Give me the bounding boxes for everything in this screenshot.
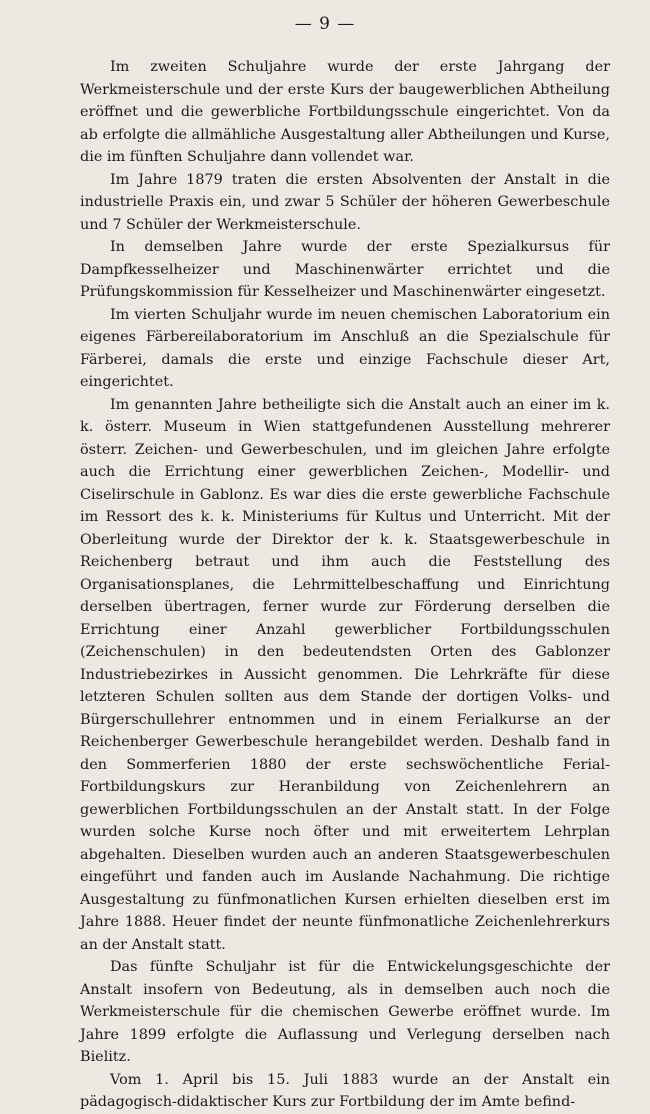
paragraph-2: Im Jahre 1879 traten die ersten Absolventen der Anstalt in die industrielle Praxis ein, und zwar 5 Schüler der höheren Gewerbeschule und 7 Schüler der Werkmeisterschule.	[80, 171, 610, 233]
paragraph-7: Vom 1. April bis 15. Juli 1883 wurde an der Anstalt ein pädagogisch-didaktischer Kurs zur Fortbildung der im Amte befind-	[80, 1071, 610, 1110]
paragraph-5: Im genannten Jahre betheiligte sich die Anstalt auch an einer im k. k. österr. Museum in Wien stattgefundenen Ausstellung mehrerer österr. Zeichen- und Gewerbeschulen, und im gleichen Jahre erfolgte auch die Errichtung einer gewerblichen Zeichen-, Modellir- und Ciselirschule in Gablonz. Es war dies die erste gewerbliche Fachschule im Ressort des k. k. Ministeriums für Kultus und Unterricht. Mit der Oberleitung wurde der Direktor der k. k. Staatsgewerbeschule in Reichenberg betraut und ihm auch die Feststellung des Organisationsplanes, die Lehrmittelbeschaffung und Einrichtung derselben übertragen, ferner wurde zur Förderung derselben die Errichtung einer Anzahl gewerblicher Fortbildungsschulen (Zeichenschulen) in den bedeutendsten Orten des Gablonzer Industriebezirkes in Aussicht genommen. Die Lehrkräfte für diese letzteren Schulen sollten aus dem Stande der dortigen Volks- und Bürgerschullehrer entnommen und in einem Ferialkurse an der Reichenberger Gewerbeschule herangebildet werden. Deshalb fand in den Sommerferien 1880 der erste sechswöchentliche Ferial-Fortbildungskurs zur Heranbildung von Zeichenlehrern an gewerblichen Fortbildungsschulen an der Anstalt statt. In der Folge wurden solche Kurse noch öfter und mit erweitertem Lehrplan abgehalten. Dieselben wurden auch an anderen Staatsgewerbeschulen eingeführt und fanden auch im Auslande Nachahmung. Die richtige Ausgestaltung zu fünfmonatlichen Kursen erhielten dieselben erst im Jahre 1888. Heuer findet der neunte fünfmonatliche Zeichenlehrerkurs an der Anstalt statt.	[80, 396, 610, 953]
paragraph-6: Das fünfte Schuljahr ist für die Entwickelungsgeschichte der Anstalt insofern von Bedeutung, als in demselben auch noch die Werkmeisterschule für die chemischen Gewerbe eröffnet wurde. Im Jahre 1899 erfolgte die Auflassung und Verlegung derselben nach Bielitz.	[80, 959, 610, 1065]
paragraph-4: Im vierten Schuljahr wurde im neuen chemischen Laboratorium ein eigenes Färbereilaboratorium im Anschluß an die Spezialschule für Färberei, damals die erste und einzige Fachschule dieser Art, eingerichtet.	[80, 306, 610, 390]
page-number: — 9 —	[294, 14, 356, 34]
paragraph-3: In demselben Jahre wurde der erste Spezialkursus für Dampfkesselheizer und Maschinenwärter errichtet und die Prüfungskommission für Kesselheizer und Maschinenwärter eingesetzt.	[80, 239, 610, 300]
paragraph-1: Im zweiten Schuljahre wurde der erste Jahrgang der Werkmeisterschule und der erste Kurs der baugewerblichen Abtheilung eröffnet und die gewerbliche Fortbildungsschule eingerichtet. Von da ab erfolgte die allmähliche Ausgestaltung aller Abtheilungen und Kurse, die im fünften Schuljahre dann vollendet war.	[80, 59, 610, 165]
body-text	[80, 56, 610, 1114]
